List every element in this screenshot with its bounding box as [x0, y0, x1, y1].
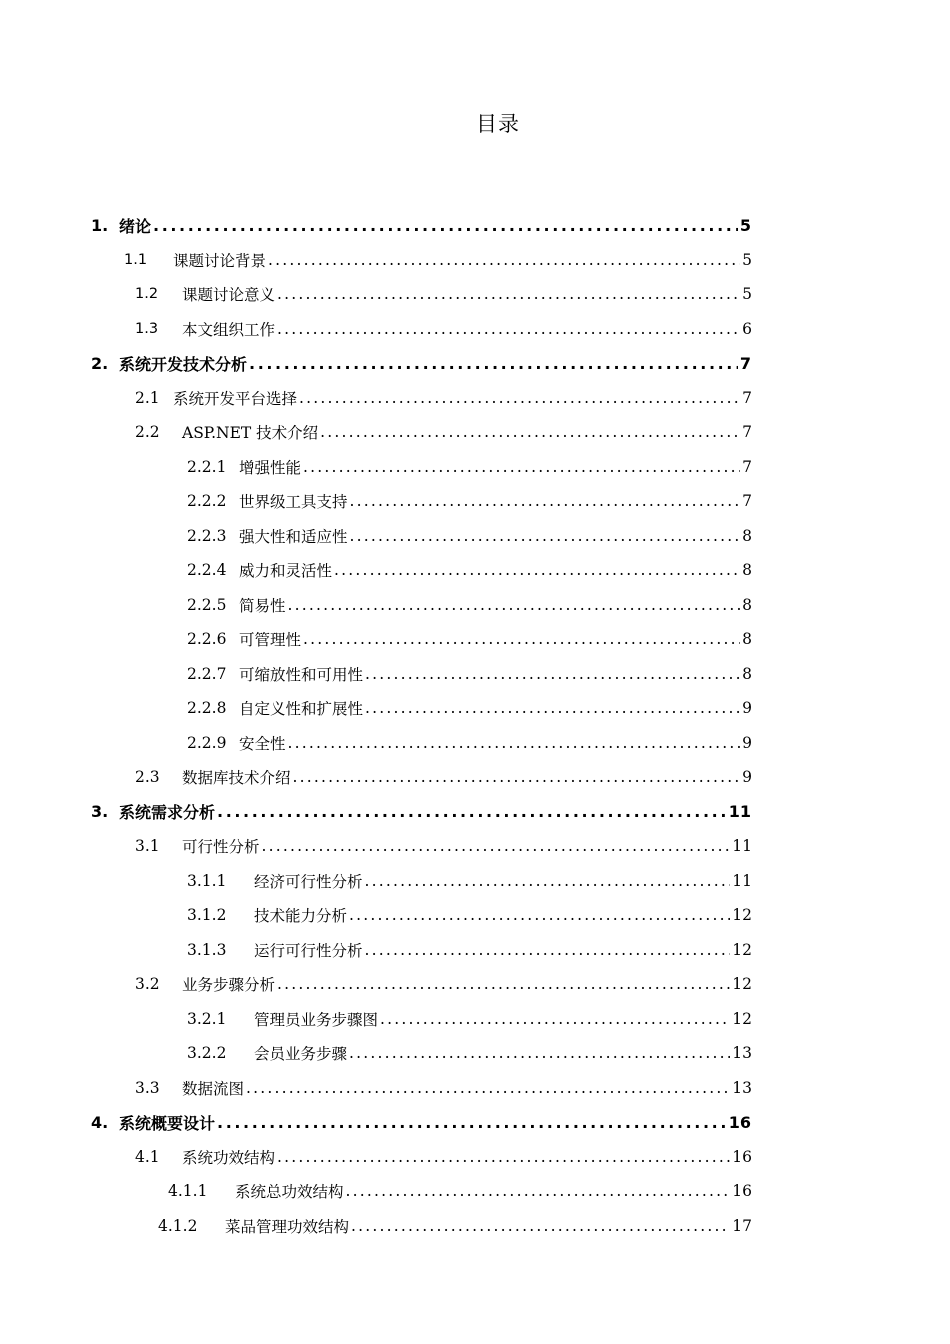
toc-text: 可管理性 — [239, 631, 302, 650]
toc-leader — [365, 941, 731, 959]
toc-leader — [299, 389, 740, 407]
toc-text: 简易性 — [239, 596, 286, 615]
toc-number: 2.3 — [135, 768, 160, 787]
toc-page-number: 9 — [742, 768, 752, 787]
toc-text: 本文组织工作 — [182, 320, 276, 339]
toc-leader — [349, 1044, 730, 1062]
toc-text: 自定义性和扩展性 — [239, 700, 364, 719]
toc-entry[interactable] — [0, 1105, 751, 1140]
toc-leader — [277, 285, 740, 303]
toc-page-number: 7 — [742, 492, 752, 511]
toc-page-number: 16 — [728, 1112, 751, 1132]
toc-entry[interactable] — [0, 1209, 752, 1244]
toc-entry[interactable] — [0, 1174, 752, 1209]
toc-page-number: 8 — [742, 561, 752, 580]
toc-number: 3. — [91, 802, 109, 822]
toc-number: 2.2.1 — [187, 457, 227, 476]
toc-entry[interactable] — [0, 657, 752, 692]
toc-leader — [380, 1010, 730, 1028]
toc-entry[interactable] — [0, 760, 752, 795]
toc-number: 4.1 — [135, 1147, 160, 1166]
toc-leader — [365, 699, 740, 717]
toc-page-number: 5 — [742, 250, 752, 269]
toc-leader — [277, 975, 730, 993]
toc-entry[interactable] — [0, 450, 752, 485]
toc-entry[interactable] — [0, 381, 752, 416]
toc-number: 2.1 — [135, 388, 160, 407]
toc-text: 可缩放性和可用性 — [239, 665, 364, 684]
toc-page-number: 16 — [732, 1147, 752, 1166]
toc-page-number: 7 — [742, 388, 752, 407]
toc-entry[interactable] — [0, 795, 751, 830]
toc-page-number: 13 — [732, 1078, 752, 1097]
toc-page-number: 12 — [732, 1009, 752, 1028]
toc-number: 2.2.2 — [187, 492, 227, 511]
toc-page-number: 5 — [742, 285, 752, 304]
toc-number: 2.2.7 — [187, 664, 227, 683]
toc-number: 3.1.1 — [187, 871, 227, 890]
toc-number: 1.3 — [135, 320, 159, 337]
toc-leader — [365, 665, 740, 683]
toc-entry[interactable] — [0, 829, 752, 864]
toc-number: 3.1 — [135, 837, 160, 856]
toc-entry[interactable] — [0, 1036, 752, 1071]
toc-text: 系统概要设计 — [119, 1113, 216, 1133]
toc-page-number: 11 — [732, 871, 752, 890]
toc-text: 课题讨论意义 — [182, 286, 276, 305]
toc-entry[interactable] — [0, 898, 752, 933]
toc-entry[interactable] — [0, 691, 752, 726]
page-title: 目录 — [476, 112, 520, 136]
toc-page-number: 8 — [742, 595, 752, 614]
toc-leader — [365, 872, 731, 890]
toc-leader — [277, 320, 740, 338]
table-of-contents — [0, 208, 950, 1243]
toc-text: 系统开发平台选择 — [173, 389, 298, 408]
toc-text: 业务步骤分析 — [182, 976, 276, 995]
toc-text: 菜品管理功效结构 — [225, 1217, 350, 1236]
toc-number: 3.2.2 — [187, 1044, 227, 1063]
toc-leader — [268, 251, 740, 269]
toc-entry[interactable] — [0, 1140, 752, 1175]
toc-number: 1.1 — [124, 251, 148, 268]
toc-leader — [288, 734, 741, 752]
toc-entry[interactable] — [0, 519, 752, 554]
toc-entry[interactable] — [0, 277, 752, 312]
toc-page-number: 12 — [732, 940, 752, 959]
toc-number: 4.1.2 — [158, 1216, 198, 1235]
toc-text: 技术能力分析 — [254, 907, 348, 926]
toc-entry[interactable] — [0, 588, 752, 623]
toc-entry[interactable] — [0, 1002, 752, 1037]
toc-leader — [249, 354, 738, 373]
toc-entry[interactable] — [0, 864, 752, 899]
toc-number: 3.1.2 — [187, 906, 227, 925]
toc-page-number: 11 — [732, 837, 752, 856]
toc-number: 2.2.5 — [187, 595, 227, 614]
toc-number: 2.2.9 — [187, 733, 227, 752]
toc-leader — [277, 1148, 730, 1166]
toc-text: 安全性 — [239, 734, 286, 753]
toc-leader — [350, 492, 741, 510]
toc-number: 3.2 — [135, 975, 160, 994]
toc-text: 课题讨论背景 — [173, 251, 267, 270]
toc-page-number: 7 — [739, 353, 751, 373]
toc-page-number: 8 — [742, 664, 752, 683]
toc-leader — [351, 1217, 730, 1235]
toc-text: 系统功效结构 — [182, 1148, 276, 1167]
toc-text: 数据流图 — [182, 1079, 245, 1098]
toc-leader — [217, 802, 727, 821]
toc-leader — [346, 1182, 731, 1200]
toc-leader — [293, 768, 741, 786]
toc-number: 3.3 — [135, 1078, 160, 1097]
toc-entry[interactable] — [0, 415, 752, 450]
toc-number: 1.2 — [135, 286, 159, 303]
toc-number: 2.2.8 — [187, 699, 227, 718]
toc-text: 可行性分析 — [182, 838, 260, 857]
toc-entry[interactable] — [0, 553, 752, 588]
toc-entry[interactable] — [0, 208, 751, 243]
toc-page-number: 16 — [732, 1182, 752, 1201]
toc-page-number: 9 — [742, 699, 752, 718]
toc-text: 系统开发技术分析 — [119, 354, 248, 374]
toc-text: 绪论 — [119, 216, 152, 236]
toc-number: 3.1.3 — [187, 940, 227, 959]
toc-text: 会员业务步骤 — [254, 1045, 348, 1064]
toc-page-number: 6 — [742, 319, 752, 338]
toc-page-number: 7 — [742, 423, 752, 442]
toc-number: 3.2.1 — [187, 1009, 227, 1028]
toc-page-number: 5 — [739, 215, 751, 235]
toc-leader — [262, 837, 731, 855]
toc-leader — [303, 630, 740, 648]
toc-text: 世界级工具支持 — [239, 493, 348, 512]
toc-text: 系统总功效结构 — [235, 1183, 344, 1202]
toc-text: 增强性能 — [239, 458, 302, 477]
toc-number: 2.2 — [135, 423, 160, 442]
toc-page-number: 8 — [742, 526, 752, 545]
toc-leader — [350, 527, 741, 545]
toc-entry[interactable] — [0, 622, 752, 657]
toc-text: 强大性和适应性 — [239, 527, 348, 546]
toc-leader — [303, 458, 740, 476]
toc-page-number: 8 — [742, 630, 752, 649]
toc-number: 1. — [91, 215, 109, 235]
toc-entry[interactable] — [0, 484, 752, 519]
toc-page-number: 9 — [742, 733, 752, 752]
toc-leader — [349, 906, 730, 924]
toc-page-number: 13 — [732, 1044, 752, 1063]
toc-number: 4. — [91, 1112, 109, 1132]
toc-page-number: 7 — [742, 457, 752, 476]
toc-text: 管理员业务步骤图 — [254, 1010, 379, 1029]
toc-entry[interactable] — [0, 726, 752, 761]
toc-text: 系统需求分析 — [119, 803, 216, 823]
toc-page-number: 11 — [728, 802, 751, 822]
toc-text: ASP.NET 技术介绍 — [182, 424, 319, 443]
toc-number: 2.2.4 — [187, 561, 227, 580]
toc-number: 2.2.3 — [187, 526, 227, 545]
toc-number: 2. — [91, 353, 109, 373]
toc-leader — [288, 596, 741, 614]
toc-leader — [153, 216, 738, 235]
toc-page-number: 12 — [732, 906, 752, 925]
toc-number: 2.2.6 — [187, 630, 227, 649]
toc-text: 数据库技术介绍 — [182, 769, 291, 788]
toc-entry[interactable] — [0, 312, 752, 347]
toc-entry[interactable] — [0, 243, 752, 278]
toc-text: 威力和灵活性 — [239, 562, 333, 581]
toc-entry[interactable] — [0, 346, 751, 381]
toc-leader — [217, 1113, 727, 1132]
toc-entry[interactable] — [0, 1071, 752, 1106]
toc-text: 经济可行性分析 — [254, 872, 363, 891]
toc-entry[interactable] — [0, 933, 752, 968]
toc-page-number: 12 — [732, 975, 752, 994]
toc-leader — [246, 1079, 730, 1097]
toc-leader — [320, 423, 740, 441]
toc-leader — [334, 561, 740, 579]
toc-number: 4.1.1 — [168, 1182, 208, 1201]
toc-text: 运行可行性分析 — [254, 941, 363, 960]
toc-entry[interactable] — [0, 967, 752, 1002]
toc-page-number: 17 — [732, 1216, 752, 1235]
